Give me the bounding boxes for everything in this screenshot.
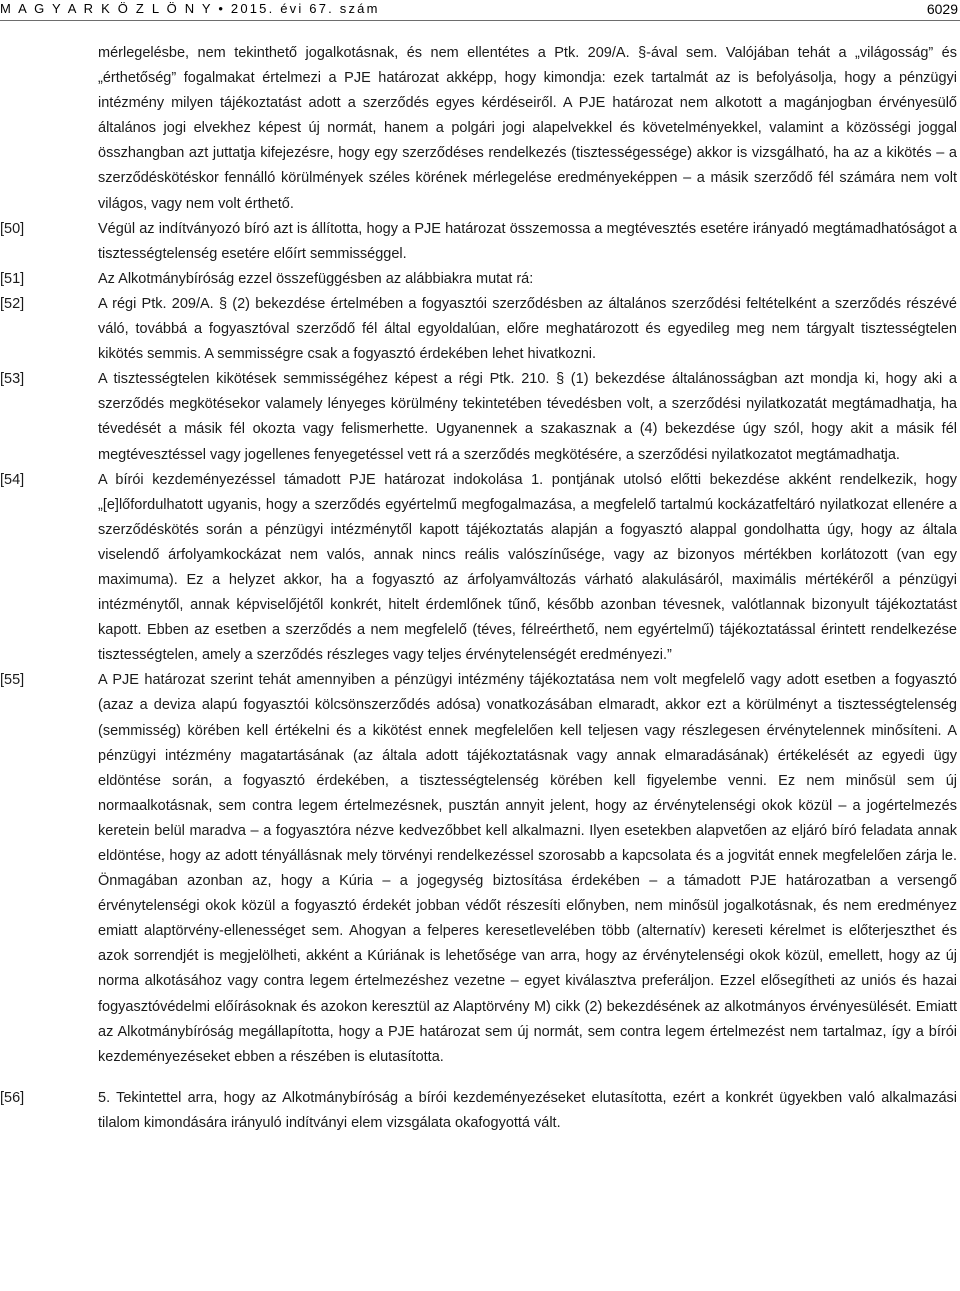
paragraph-text: 5. Tekintettel arra, hogy az Alkotmánybíróság a bírói kezdeményezéseket elutasította, ezért a konkrét ügyekben való alkalmazási tilalom kimondására irányuló indítványi elem vizsgálata okafogyottá vált.: [98, 1089, 957, 1131]
page-header: [0, 0, 960, 20]
paragraph-text: A PJE határozat szerint tehát amennyiben a pénzügyi intézmény tájékoztatása nem volt megfelelő vagy adott esetben a fogyasztó (azaz a deviza alapú fogyasztói kölcsönszerződés adósa) vonatkozásában elmaradt, akkor ezt a körülményt a tisztességtelenség (semmisség) körében kell értékelni és a kikötést ennek megfelelően kell teljesen vagy részlegesen érvénytelennek minősíteni. A pénzügyi intézmény magatartásának (az általa adott tájékoztatásnak vagy annak elmaradásának) értékelését az egyedi ügy eldöntése során, a fogyasztó érdekében, a tisztességtelenség körében kell figyelembe venni. Ez nem minősül sem új normaalkotásnak, sem contra legem értelmezésnek, pusztán annyit jelent, hogy az érvénytelenségi okok közül – a jogértelmezés keretein belül maradva – a fogyasztóra nézve kedvezőbbet kell alkalmazni. Ilyen esetekben alapvetően az eljáró bíró feladata annak eldöntése, hogy az adott tényállásnak mely törvényi rendelkezéssel szorosabb a kapcsolata és a jogvitát ennek megfelelően zárja le. Önmagában azonban az, hogy a Kúria – a jogegység biztosítása érdekében – a támadott PJE határozatban a versengő érvénytelenségi okok közül a fogyasztó érdekét jobban védőt részesíti előnyben, nem minősül jogalkotásnak, és nem eredményez emiatt alaptörvény-ellenességet sem. Ahogyan a felperes keresetlevelében több (alternatív) kereseti kérelmet is előterjeszthet és azok sorrendjét is megjelölheti, akként a Kúriának is lehetősége van arra, hogy az érvénytelenségi okok közül, emellett, hogy az új norma alkotásához vagy contra legem értelmezéshez vezetne – egyet kiválasztva preferáljon. Ezzel elősegítheti az uniós és hazai fogyasztóvédelmi előírásoknak és azokon keresztül az Alaptörvény M) cikk (2) bekezdésének az alkotmányos érvényesülését. Emiatt az Alkotmánybíróság megállapította, hogy a PJE határozat sem új normát, sem contra legem értelmezést nem tartalmaz, így a bírói kezdeményezéseket ebben a részében is elutasította.: [98, 672, 957, 1065]
paragraph-number: [53]: [0, 371, 25, 388]
header-rule: [0, 20, 960, 21]
paragraph-text: A bírói kezdeményezéssel támadott PJE határozat indokolása 1. pontjának utolsó előtti bekezdése akként rendelkezik, hogy „[e]lőfordulhatott ugyanis, hogy a szerződés egyértelmű megfogalmazása, a megfelelő tartalmú kockázatfeltáró nyilatkozat ellenére a szerződéskötés során a pénzügyi intézménytől kapott tájékoztatás alapján a fogyasztó alappal gondolhatta úgy, hogy az általa viselendő árfolyamkockázat nem valós, annak nincs reális valószínűsége, vagy az bizonyos mértékben korlátozott (van egy maximuma). Ez a helyzet akkor, ha a fogyasztó az árfolyamváltozás várható alakulásáról, maximális mértékéről a pénzügyi intézménytől, annak képviselőjétől konkrét, hitelt érdemlőnek tűnő, később azonban tévesnek, valótlannak bizonyult tájékoztatást kapott. Ebben az esetben a szerződés a nem megfelelő (téves, félreérthető, nem egyértelmű) tájékoztatással érintett rendelkezése tisztességtelen, amely a szerződés részleges vagy teljes érvénytelenségét eredményezi.”: [98, 471, 957, 664]
paragraph-number: [54]: [0, 471, 25, 488]
paragraph-54: [0, 468, 960, 669]
paragraph-text: mérlegelésbe, nem tekinthető jogalkotásnak, és nem ellentétes a Ptk. 209/A. §-ával sem. Valójában tehát a „világosság” és „érthetőség” fogalmakat értelmezi a PJE határozat akképp, hogy kimondja: ezek tartalmát az is befolyásolja, hogy a pénzügyi intézmény milyen tájékoztatást adott a szerződés egyes kérdéseiről. A PJE határozat nem alkotott a magánjogban érvényesülő általános jogi elvekhez képest új normát, hanem a polgári jogi alapelvekkel és követelményekkel, valamint a közösségi joggal összhangban azt juttatja kifejezésre, hogy egy szerződéses rendelkezés (tisztességessége) akkor is vizsgálható, ha az a kikötés – a szerződéskötéskor fennálló körülmények széles körének mérlegelése eredményeképpen – a másik szerződő fél számára nem volt világos, vagy nem volt érthető.: [98, 45, 957, 212]
paragraph-text: A tisztességtelen kikötések semmisségéhez képest a régi Ptk. 210. § (1) bekezdése általánosságban azt mondja ki, hogy aki a szerződés megkötésekor valamely lényeges körülmény tekintetében tévedésben volt, a szerződési nyilatkozatát megtámadhatja, ha tévedését a másik fél okozta vagy felismerhette. Ugyanennek a szakasznak a (4) bekezdése úgy szól, hogy akit a másik fél megtévesztéssel vagy jogellenes fenyegetéssel vett rá a szerződés megkötésére, a szerződési nyilatkozatot megtámadhatja.: [98, 371, 957, 463]
paragraph-52: [0, 292, 960, 367]
paragraph-number: [56]: [0, 1089, 25, 1106]
paragraph-text: Az Alkotmánybíróság ezzel összefüggésben az alábbiakra mutat rá:: [98, 270, 534, 287]
paragraph-number: [52]: [0, 295, 25, 312]
paragraph-number: [51]: [0, 270, 25, 287]
paragraph-number: [55]: [0, 672, 25, 689]
paragraph-55: [0, 668, 960, 1070]
paragraph-continuation: [0, 41, 960, 217]
paragraph-56: [0, 1086, 960, 1136]
paragraph-50: [0, 217, 960, 267]
paragraph-53: [0, 367, 960, 467]
page-number: 6029: [926, 1, 958, 17]
journal-title: M A G Y A R K Ö Z L Ö N Y • 2015. évi 67. szám: [0, 1, 380, 16]
document-body: [0, 41, 960, 1136]
paragraph-51: [0, 267, 960, 292]
paragraph-text: Végül az indítványozó bíró azt is állította, hogy a PJE határozat összemossa a megtévesztés esetére irányadó megtámadhatóságot a tisztességtelenség esetére előírt semmisséggel.: [98, 220, 957, 262]
paragraph-number: [50]: [0, 220, 25, 237]
paragraph-text: A régi Ptk. 209/A. § (2) bekezdése értelmében a fogyasztói szerződésben az általános szerződési feltételként a szerződés részévé váló, továbbá a fogyasztóval szerződő fél által egyoldalúan, előre meghatározott és egyedileg meg nem tárgyalt tisztességtelen kikötés semmis. A semmisségre csak a fogyasztó érdekében lehet hivatkozni.: [98, 295, 957, 363]
